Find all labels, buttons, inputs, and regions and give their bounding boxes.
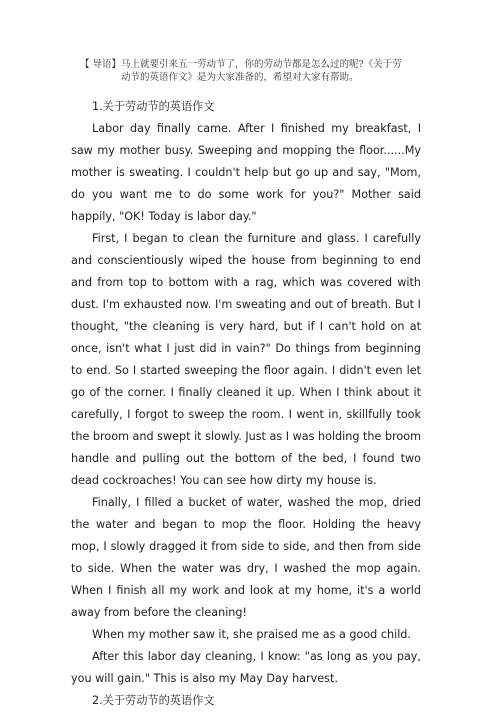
paragraph-1: Labor day finally came. After I finished my breakfast, I saw my mother busy. Sweeping and mopping the floor......My mother is sweating. I couldn't help but go up and say, "Mom, do you want me to do some work for you?" Mother said happily, "OK! Today is labor day." (71, 122, 421, 223)
guide-intro (80, 58, 430, 84)
guide-line-1: 【 导语】马上就要引来五一劳动节了，你的劳动节都是怎么过的呢?《关于劳 (80, 59, 402, 70)
guide-line-2: 动节的英语作文》是为大家准备的，希望对大家有帮助。 (121, 72, 359, 83)
paragraph-4: When my mother saw it, she praised me as a good child. (92, 628, 411, 641)
paragraph-5: After this labor day cleaning, I know: "as long as you pay, you will gain." This is also my May Day harvest. (71, 650, 421, 685)
paragraph-3: Finally, I filled a bucket of water, washed the mop, dried the water and began to mop the floor. Holding the heavy mop, I slowly dragged it from side to side, and then from side to side. When the water was dry, I washed the mop again. When I finish all my work and look at my home, it's a world away from before the cleaning! (71, 496, 421, 619)
article-body (71, 96, 421, 712)
section-2-heading: 2.关于劳动节的英语作文 (92, 694, 215, 707)
section-1-heading: 1.关于劳动节的英语作文 (92, 100, 215, 113)
paragraph-2: First, I began to clean the furniture and glass. I carefully and conscientiously wiped the house from beginning to end and from top to bottom with a rag, which was covered with dust. I'm exhausted now. I'm sweating and out of breath. But I thought, "the cleaning is very hard, but if I can't hold on at once, isn't what I just did in vain?" Do things from beginning to end. So I started sweeping the floor again. I didn't even let go of the corner. I finally cleaned it up. When I think about it carefully, I forgot to sweep the room. I went in, skillfully took the broom and swept it slowly. Just as I was holding the broom handle and pulling out the bottom of the bed, I found two dead cockroaches! You can see how dirty my house is. (71, 232, 421, 487)
